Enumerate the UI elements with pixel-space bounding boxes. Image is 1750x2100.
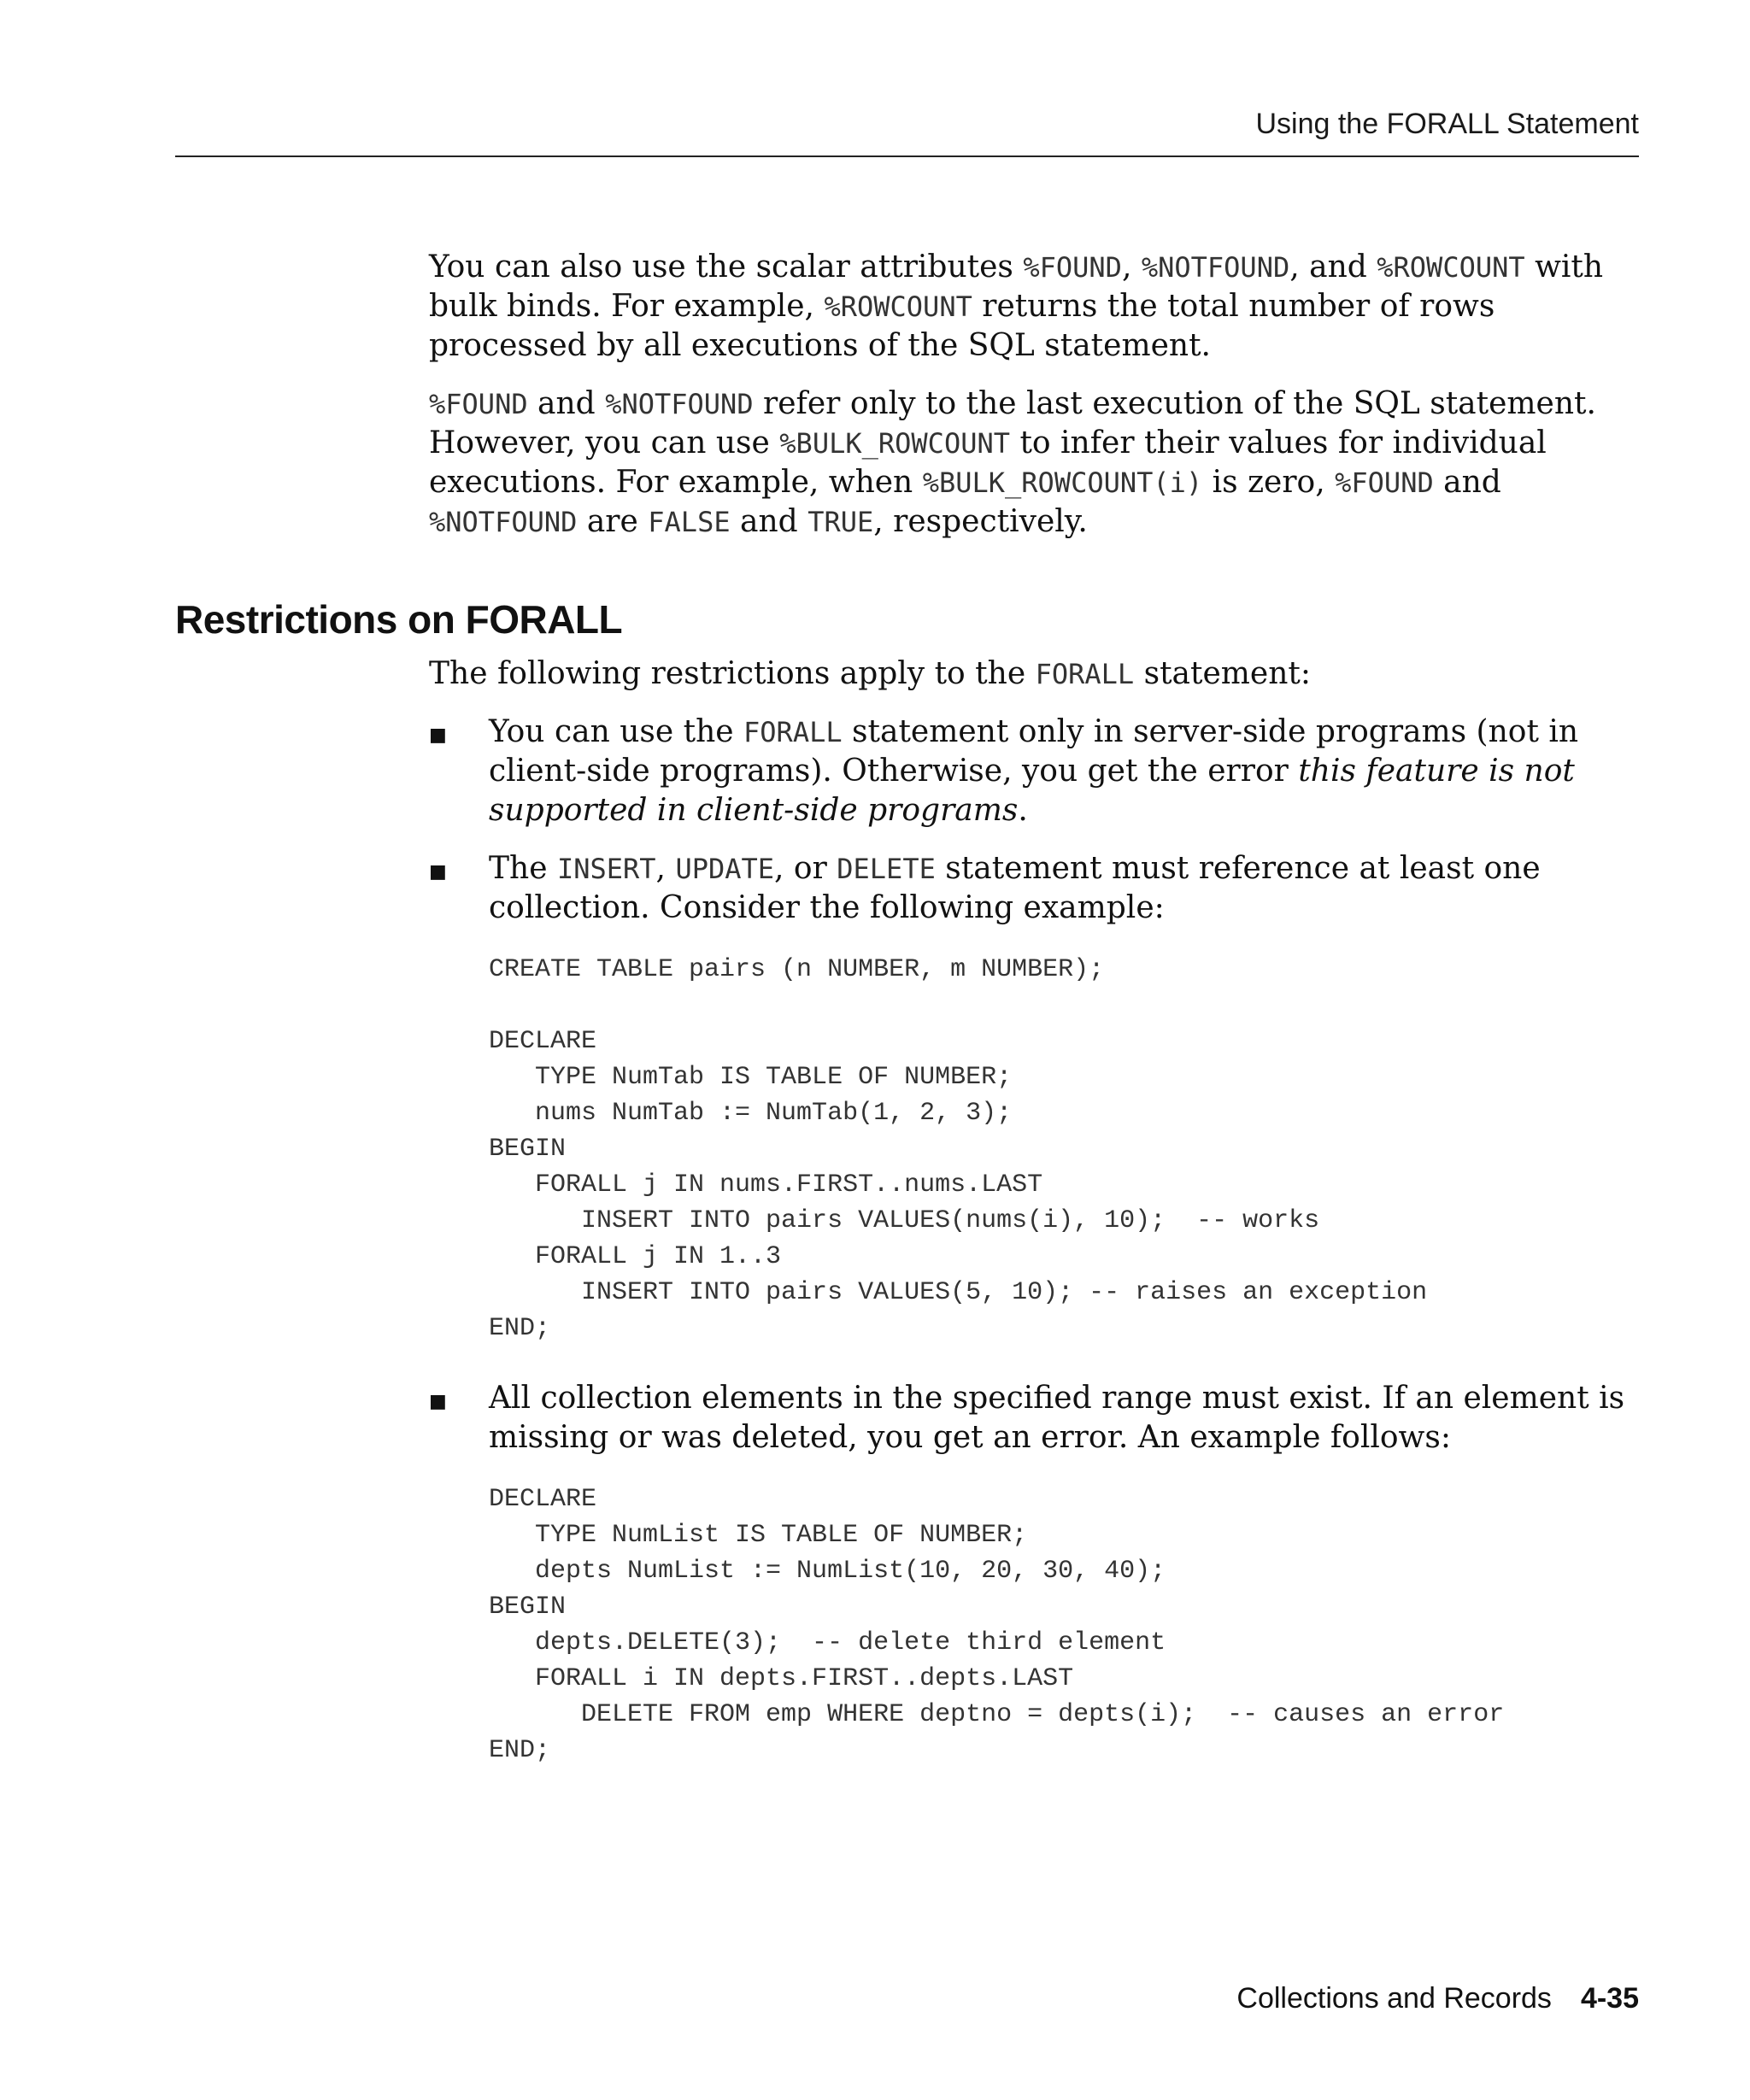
footer-chapter: Collections and Records [1236, 1982, 1552, 2015]
text-run: You can also use the scalar attributes [429, 249, 1024, 284]
page-footer [1236, 1982, 1639, 2015]
code-found: %FOUND [429, 388, 528, 420]
code-notfound: %NOTFOUND [605, 388, 754, 420]
text-run: are [577, 504, 649, 539]
text-run: , respectively. [873, 504, 1088, 539]
text-run: The [489, 851, 557, 886]
code-bulk-rowcount-i: %BULK_ROWCOUNT(i) [922, 466, 1203, 499]
code-found: %FOUND [1335, 466, 1434, 499]
text-run: statement must reference at least one collection. Consider the following example: [489, 851, 1541, 925]
code-rowcount: %ROWCOUNT [824, 290, 972, 323]
code-example-2: DECLARE TYPE NumList IS TABLE OF NUMBER; depts NumList := NumList(10, 20, 30, 40); BEGIN depts.DELETE(3); -- delete third element FORALL i IN depts.FIRST..depts.LAST DELETE FROM emp WHERE deptno = depts(i); -- causes an error END; [489, 1485, 1505, 1765]
bullet-3-text: All collection elements in the specified range must exist. If an element is missing or was deleted, you get an error. An example follows: [489, 1381, 1625, 1455]
bullet-2-text [489, 849, 1639, 928]
text-run: . [1018, 793, 1028, 828]
text-run: , [1121, 249, 1142, 284]
text-run: You can use the [489, 714, 744, 749]
bullet-marker: ■ [429, 1391, 447, 1412]
section-heading: Restrictions on FORALL [175, 597, 623, 642]
text-run: , and [1289, 249, 1377, 284]
text-run: returns the total number of rows processed by all executions of the SQL statement. [429, 289, 1495, 363]
intro-section [429, 248, 1639, 542]
text-run: is zero, [1202, 465, 1336, 500]
code-found: %FOUND [1023, 251, 1122, 284]
page-number: 4-35 [1580, 1982, 1639, 2015]
code-update: UPDATE [675, 853, 775, 885]
lead-paragraph [429, 654, 1639, 694]
code-false: FALSE [648, 506, 731, 538]
code-notfound: %NOTFOUND [1141, 251, 1290, 284]
code-notfound: %NOTFOUND [429, 506, 578, 538]
bullet-1-text [489, 713, 1639, 830]
text-run: statement: [1134, 656, 1312, 691]
bullet-marker: ■ [429, 861, 447, 883]
text-run: The following restrictions apply to the [429, 656, 1036, 691]
text-run: and [730, 504, 808, 539]
code-delete: DELETE [837, 853, 936, 885]
code-example-1: CREATE TABLE pairs (n NUMBER, m NUMBER); DECLARE TYPE NumTab IS TABLE OF NUMBER; nums NumTab := NumTab(1, 2, 3); BEGIN FORALL j IN nums.FIRST..nums.LAST INSERT INTO pairs VALUES(nums(i), 10); -- works FORALL j IN 1..3 INSERT INTO pairs VALUES(5, 10); -- raises an exception END; [489, 955, 1428, 1343]
bullet-marker: ■ [429, 724, 447, 746]
code-true: TRUE [807, 506, 874, 538]
intro-paragraph-1 [429, 248, 1639, 366]
text-run: statement only in server-side programs (not in client-side programs). Otherwise, you get the error [489, 714, 1579, 789]
text-run: , [655, 851, 676, 886]
code-insert: INSERT [556, 853, 656, 885]
header-rule [175, 155, 1639, 157]
text-run: refer only to the last execution of the SQL statement. However, you can use [429, 386, 1596, 460]
intro-paragraph-2 [429, 384, 1639, 542]
section-lead [429, 654, 1639, 694]
code-forall: FORALL [743, 716, 843, 748]
code-bulk-rowcount: %BULK_ROWCOUNT [779, 427, 1010, 460]
text-run: to infer their values for individual executions. For example, when [429, 425, 1547, 500]
text-run: and [1433, 465, 1501, 500]
code-rowcount: %ROWCOUNT [1377, 251, 1525, 284]
code-forall: FORALL [1035, 658, 1135, 690]
running-header: Using the FORALL Statement [1255, 108, 1639, 140]
error-message: this feature is not supported in client-side programs [489, 754, 1575, 828]
text-run: , or [774, 851, 837, 886]
text-run: and [527, 386, 606, 421]
text-run: with bulk binds. For example, [429, 249, 1604, 324]
